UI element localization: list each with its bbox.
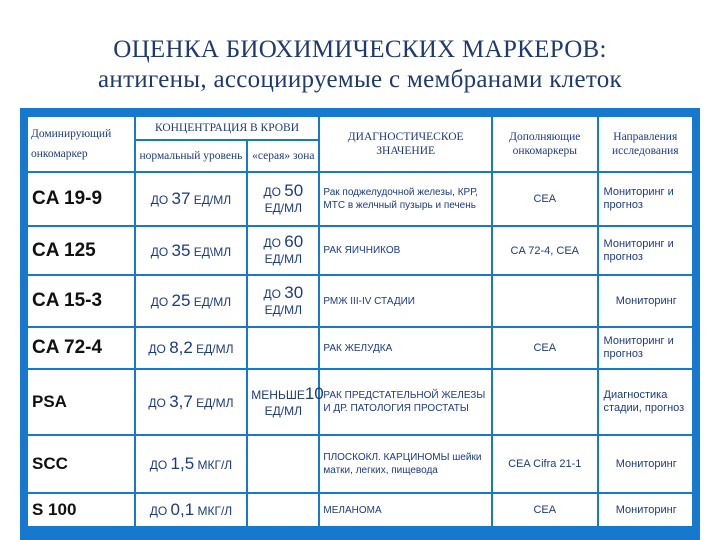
normal-value: 8,2 (169, 338, 193, 357)
marker-name (28, 276, 134, 326)
additional-markers: CEA Cifra 21-1 (493, 436, 597, 492)
gray-prefix: ДО (263, 236, 285, 250)
marker-name (28, 328, 134, 368)
gray-value: 10 (304, 383, 324, 403)
header-directions: Направления исследования (599, 117, 692, 171)
marker-name-text: S 100 (32, 500, 77, 519)
normal-level (136, 173, 247, 225)
diagnostic-value: РМЖ III-IV СТАДИИ (320, 276, 491, 326)
table-body (28, 173, 692, 526)
normal-level (136, 328, 247, 368)
additional-markers (493, 276, 597, 326)
additional-markers: CEA (493, 494, 597, 526)
header-marker: Доминирующий онкомаркер (28, 117, 134, 171)
title-line-2: антигены, ассоциируемые с мембранами клеток (98, 66, 622, 93)
additional-markers: CA 72-4, CEA (493, 227, 597, 274)
marker-name-text: CA 15-3 (32, 290, 103, 311)
header-row-1 (28, 117, 692, 139)
research-direction: Мониторинг и прогноз (599, 328, 692, 368)
gray-zone (248, 370, 324, 434)
research-direction: Мониторинг и прогноз (599, 173, 692, 225)
gray-zone (248, 173, 318, 225)
gray-prefix: МЕНЬШЕ (251, 387, 305, 402)
gray-zone (248, 276, 318, 326)
gray-unit: ЕД/МЛ (264, 200, 302, 215)
normal-prefix: ДО (148, 396, 170, 410)
title-line-1: ОЦЕНКА БИОХИМИЧЕСКИХ МАРКЕРОВ: (113, 36, 607, 63)
normal-value: 25 (171, 291, 191, 310)
header-gray: «серая» зона (248, 141, 318, 171)
normal-unit: МКГ/Л (194, 504, 233, 518)
additional-markers: CEA (493, 328, 597, 368)
diagnostic-value: РАК ЖЕЛУДКА (320, 328, 491, 368)
gray-value: 60 (284, 232, 304, 251)
marker-name-text: SCC (32, 454, 68, 473)
normal-value: 35 (171, 240, 191, 260)
header-concentration: КОНЦЕНТРАЦИЯ В КРОВИ (136, 117, 319, 139)
header-normal: нормальный уровень (136, 141, 247, 171)
normal-prefix: ДО (149, 458, 171, 472)
diagnostic-value: РАК ЯИЧНИКОВ (320, 227, 491, 274)
marker-name (28, 436, 134, 492)
gray-unit: ЕД/МЛ (264, 302, 302, 317)
diagnostic-value: РАК ПРЕДСТАТЕЛЬНОЙ ЖЕЛЕЗЫ И ДР. ПАТОЛОГИЯ ПРОСТАТЫ (320, 370, 491, 434)
normal-level (136, 227, 247, 274)
research-direction: Мониторинг и прогноз (599, 227, 692, 274)
normal-unit: ЕД/МЛ (192, 342, 234, 356)
table-row (28, 436, 692, 492)
header-additional: Дополняющие онкомаркеры (493, 117, 597, 171)
marker-name (28, 370, 134, 434)
gray-zone (248, 436, 318, 492)
table-row (28, 276, 692, 326)
research-direction: Мониторинг (599, 436, 692, 492)
marker-name (28, 494, 134, 526)
table-row (28, 370, 692, 434)
research-direction: Диагностика стадии, прогноз (599, 370, 692, 434)
gray-value: 30 (284, 282, 304, 302)
normal-unit: ЕД/МЛ (190, 193, 232, 207)
gray-unit: ЕД/МЛ (264, 403, 302, 418)
research-direction: Мониторинг (599, 494, 692, 526)
additional-markers (493, 370, 597, 434)
table-row (28, 227, 692, 274)
gray-zone (248, 494, 318, 526)
marker-name-text: CA 19-9 (32, 188, 103, 209)
normal-prefix: ДО (150, 244, 172, 259)
normal-level (136, 276, 247, 326)
normal-unit: ЕД/МЛ (190, 295, 232, 309)
normal-level (136, 436, 247, 492)
normal-value: 3,7 (169, 392, 193, 411)
gray-unit: ЕД/МЛ (264, 252, 302, 266)
normal-unit: ЕД\МЛ (190, 244, 232, 259)
research-direction: Мониторинг (599, 276, 692, 326)
additional-markers: CEA (493, 173, 597, 225)
diagnostic-value: ПЛОСКОКЛ. КАРЦИНОМЫ шейки матки, легких, пищевода (320, 436, 491, 492)
normal-prefix: ДО (150, 193, 172, 207)
table-panel (20, 108, 700, 540)
gray-value: 50 (284, 180, 304, 200)
normal-value: 1,5 (170, 454, 195, 473)
table-row (28, 494, 692, 526)
normal-unit: ЕД/МЛ (192, 396, 234, 410)
marker-name-text: CA 125 (32, 239, 96, 261)
gray-prefix: ДО (263, 184, 285, 199)
normal-unit: МКГ/Л (194, 458, 233, 472)
header-diagnostic: ДИАГНОСТИЧЕСКОЕ ЗНАЧЕНИЕ (320, 117, 491, 171)
gray-zone (248, 227, 318, 274)
table-row (28, 328, 692, 368)
gray-zone (248, 328, 318, 368)
marker-name-text: CA 72-4 (32, 337, 103, 358)
normal-prefix: ДО (149, 504, 171, 518)
slide-title (0, 0, 720, 108)
normal-prefix: ДО (148, 342, 170, 356)
normal-level (136, 494, 247, 526)
markers-table (26, 115, 694, 528)
marker-name-text: PSA (32, 392, 67, 411)
normal-prefix: ДО (150, 295, 172, 309)
diagnostic-value: МЕЛАНОМА (320, 494, 491, 526)
marker-name (28, 227, 134, 274)
normal-level (136, 370, 247, 434)
normal-value: 0,1 (170, 500, 195, 519)
gray-prefix: ДО (263, 286, 285, 301)
marker-name (28, 173, 134, 225)
diagnostic-value: Рак поджелудочной железы, КРР, МТС в желчный пузырь и печень (320, 173, 491, 225)
normal-value: 37 (171, 189, 191, 208)
table-row (28, 173, 692, 225)
